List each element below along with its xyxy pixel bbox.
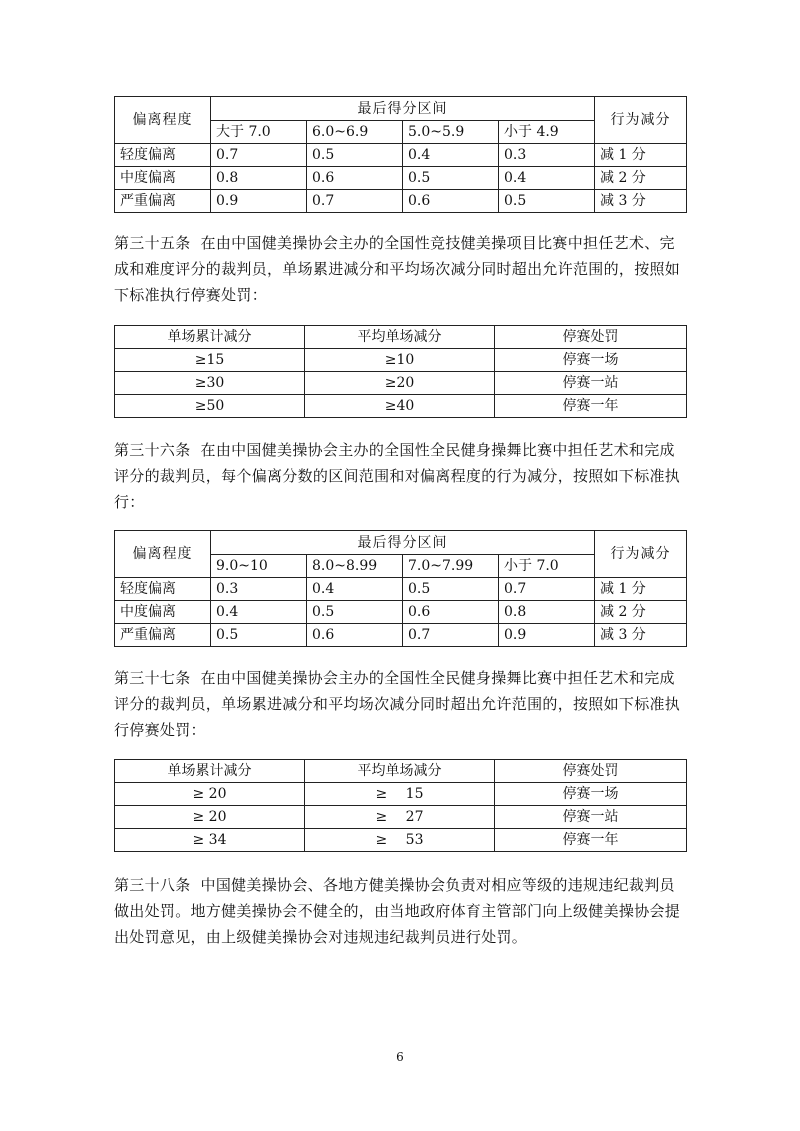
header-score-range: 最后得分区间	[211, 97, 595, 121]
value-cell: 0.4	[403, 144, 499, 167]
range-cell: 5.0~5.9	[403, 121, 499, 144]
suspension-cell: 停赛一场	[495, 783, 687, 806]
article-text: 中国健美操协会、各地方健美操协会负责对相应等级的违规违纪裁判员做出处罚。地方健美操协会不健全的，由当地政府体育主管部门向上级健美操协会提出处罚意见，由上级健美操协会对违规违纪裁判员进行处罚。	[114, 876, 681, 946]
suspension-cell: 停赛一年	[495, 395, 687, 418]
range-cell: 小于 4.9	[499, 121, 595, 144]
header-single-total: 单场累计减分	[115, 760, 305, 783]
value-cell: 0.6	[307, 624, 403, 647]
article-text: 在由中国健美操协会主办的全国性全民健身操舞比赛中担任艺术和完成评分的裁判员，每个偏离分数的区间范围和对偏离程度的行为减分，按照如下标准执行：	[114, 441, 681, 511]
table-row	[115, 395, 687, 418]
table-row	[115, 167, 687, 190]
value-cell: 0.3	[211, 578, 307, 601]
level-cell: 轻度偏离	[115, 144, 211, 167]
header-suspension: 停赛处罚	[495, 760, 687, 783]
value-cell: ≥ 15	[305, 783, 495, 806]
table-row	[115, 372, 687, 395]
article-number: 第三十六条	[114, 441, 191, 459]
range-cell: 7.0~7.99	[403, 555, 499, 578]
suspension-cell: 停赛一站	[495, 372, 687, 395]
suspension-table-competitive	[114, 325, 686, 418]
value-cell: 0.9	[499, 624, 595, 647]
level-cell: 严重偏离	[115, 624, 211, 647]
table-row	[115, 806, 687, 829]
level-cell: 中度偏离	[115, 601, 211, 624]
value-cell: 0.5	[307, 144, 403, 167]
article-38	[114, 872, 686, 950]
suspension-cell: 停赛一场	[495, 349, 687, 372]
value-cell: ≥40	[305, 395, 495, 418]
deviation-table-competitive	[114, 96, 686, 213]
penalty-cell: 减 3 分	[595, 624, 687, 647]
value-cell: ≥10	[305, 349, 495, 372]
value-cell: 0.7	[499, 578, 595, 601]
value-cell: 0.5	[403, 167, 499, 190]
deviation-table-fitness	[114, 530, 686, 647]
range-cell: 8.0~8.99	[307, 555, 403, 578]
value-cell: 0.5	[211, 624, 307, 647]
table-row	[115, 601, 687, 624]
header-average: 平均单场减分	[305, 760, 495, 783]
header-score-range: 最后得分区间	[211, 531, 595, 555]
range-cell: 9.0~10	[211, 555, 307, 578]
header-single-total: 单场累计减分	[115, 326, 305, 349]
page-number: 6	[396, 1050, 404, 1064]
article-36	[114, 437, 686, 515]
value-cell: ≥ 27	[305, 806, 495, 829]
value-cell: 0.6	[403, 190, 499, 213]
penalty-cell: 减 3 分	[595, 190, 687, 213]
header-deviation: 偏离程度	[115, 531, 211, 578]
value-cell: 0.4	[307, 578, 403, 601]
value-cell: 0.3	[499, 144, 595, 167]
value-cell: ≥ 20	[115, 783, 305, 806]
value-cell: ≥20	[305, 372, 495, 395]
value-cell: 0.7	[307, 190, 403, 213]
value-cell: 0.9	[211, 190, 307, 213]
table-row	[115, 190, 687, 213]
header-suspension: 停赛处罚	[495, 326, 687, 349]
table-row	[115, 349, 687, 372]
article-number: 第三十八条	[114, 876, 191, 894]
value-cell: 0.6	[307, 167, 403, 190]
value-cell: ≥ 53	[305, 829, 495, 852]
value-cell: ≥ 20	[115, 806, 305, 829]
value-cell: 0.4	[499, 167, 595, 190]
range-cell: 6.0~6.9	[307, 121, 403, 144]
value-cell: 0.8	[211, 167, 307, 190]
value-cell: 0.5	[499, 190, 595, 213]
article-37	[114, 665, 686, 743]
table-row	[115, 624, 687, 647]
value-cell: 0.6	[403, 601, 499, 624]
penalty-cell: 减 1 分	[595, 578, 687, 601]
value-cell: 0.5	[307, 601, 403, 624]
header-penalty: 行为减分	[595, 97, 687, 144]
penalty-cell: 减 2 分	[595, 601, 687, 624]
header-deviation: 偏离程度	[115, 97, 211, 144]
penalty-cell: 减 1 分	[595, 144, 687, 167]
suspension-cell: 停赛一年	[495, 829, 687, 852]
level-cell: 中度偏离	[115, 167, 211, 190]
value-cell: ≥30	[115, 372, 305, 395]
value-cell: 0.8	[499, 601, 595, 624]
value-cell: 0.7	[211, 144, 307, 167]
range-cell: 小于 7.0	[499, 555, 595, 578]
table-row	[115, 578, 687, 601]
value-cell: 0.7	[403, 624, 499, 647]
article-text: 在由中国健美操协会主办的全国性竞技健美操项目比赛中担任艺术、完成和难度评分的裁判员，单场累进减分和平均场次减分同时超出允许范围的，按照如下标准执行停赛处罚：	[114, 234, 681, 304]
header-average: 平均单场减分	[305, 326, 495, 349]
level-cell: 轻度偏离	[115, 578, 211, 601]
value-cell: 0.4	[211, 601, 307, 624]
value-cell: ≥15	[115, 349, 305, 372]
value-cell: ≥50	[115, 395, 305, 418]
article-text: 在由中国健美操协会主办的全国性全民健身操舞比赛中担任艺术和完成评分的裁判员，单场累进减分和平均场次减分同时超出允许范围的，按照如下标准执行停赛处罚：	[114, 669, 681, 739]
table-row	[115, 144, 687, 167]
suspension-table-fitness	[114, 759, 686, 852]
article-number: 第三十七条	[114, 669, 191, 687]
table-row	[115, 829, 687, 852]
range-cell: 大于 7.0	[211, 121, 307, 144]
table-row	[115, 783, 687, 806]
penalty-cell: 减 2 分	[595, 167, 687, 190]
value-cell: 0.5	[403, 578, 499, 601]
level-cell: 严重偏离	[115, 190, 211, 213]
suspension-cell: 停赛一站	[495, 806, 687, 829]
article-number: 第三十五条	[114, 234, 191, 252]
header-penalty: 行为减分	[595, 531, 687, 578]
value-cell: ≥ 34	[115, 829, 305, 852]
article-35	[114, 230, 686, 308]
